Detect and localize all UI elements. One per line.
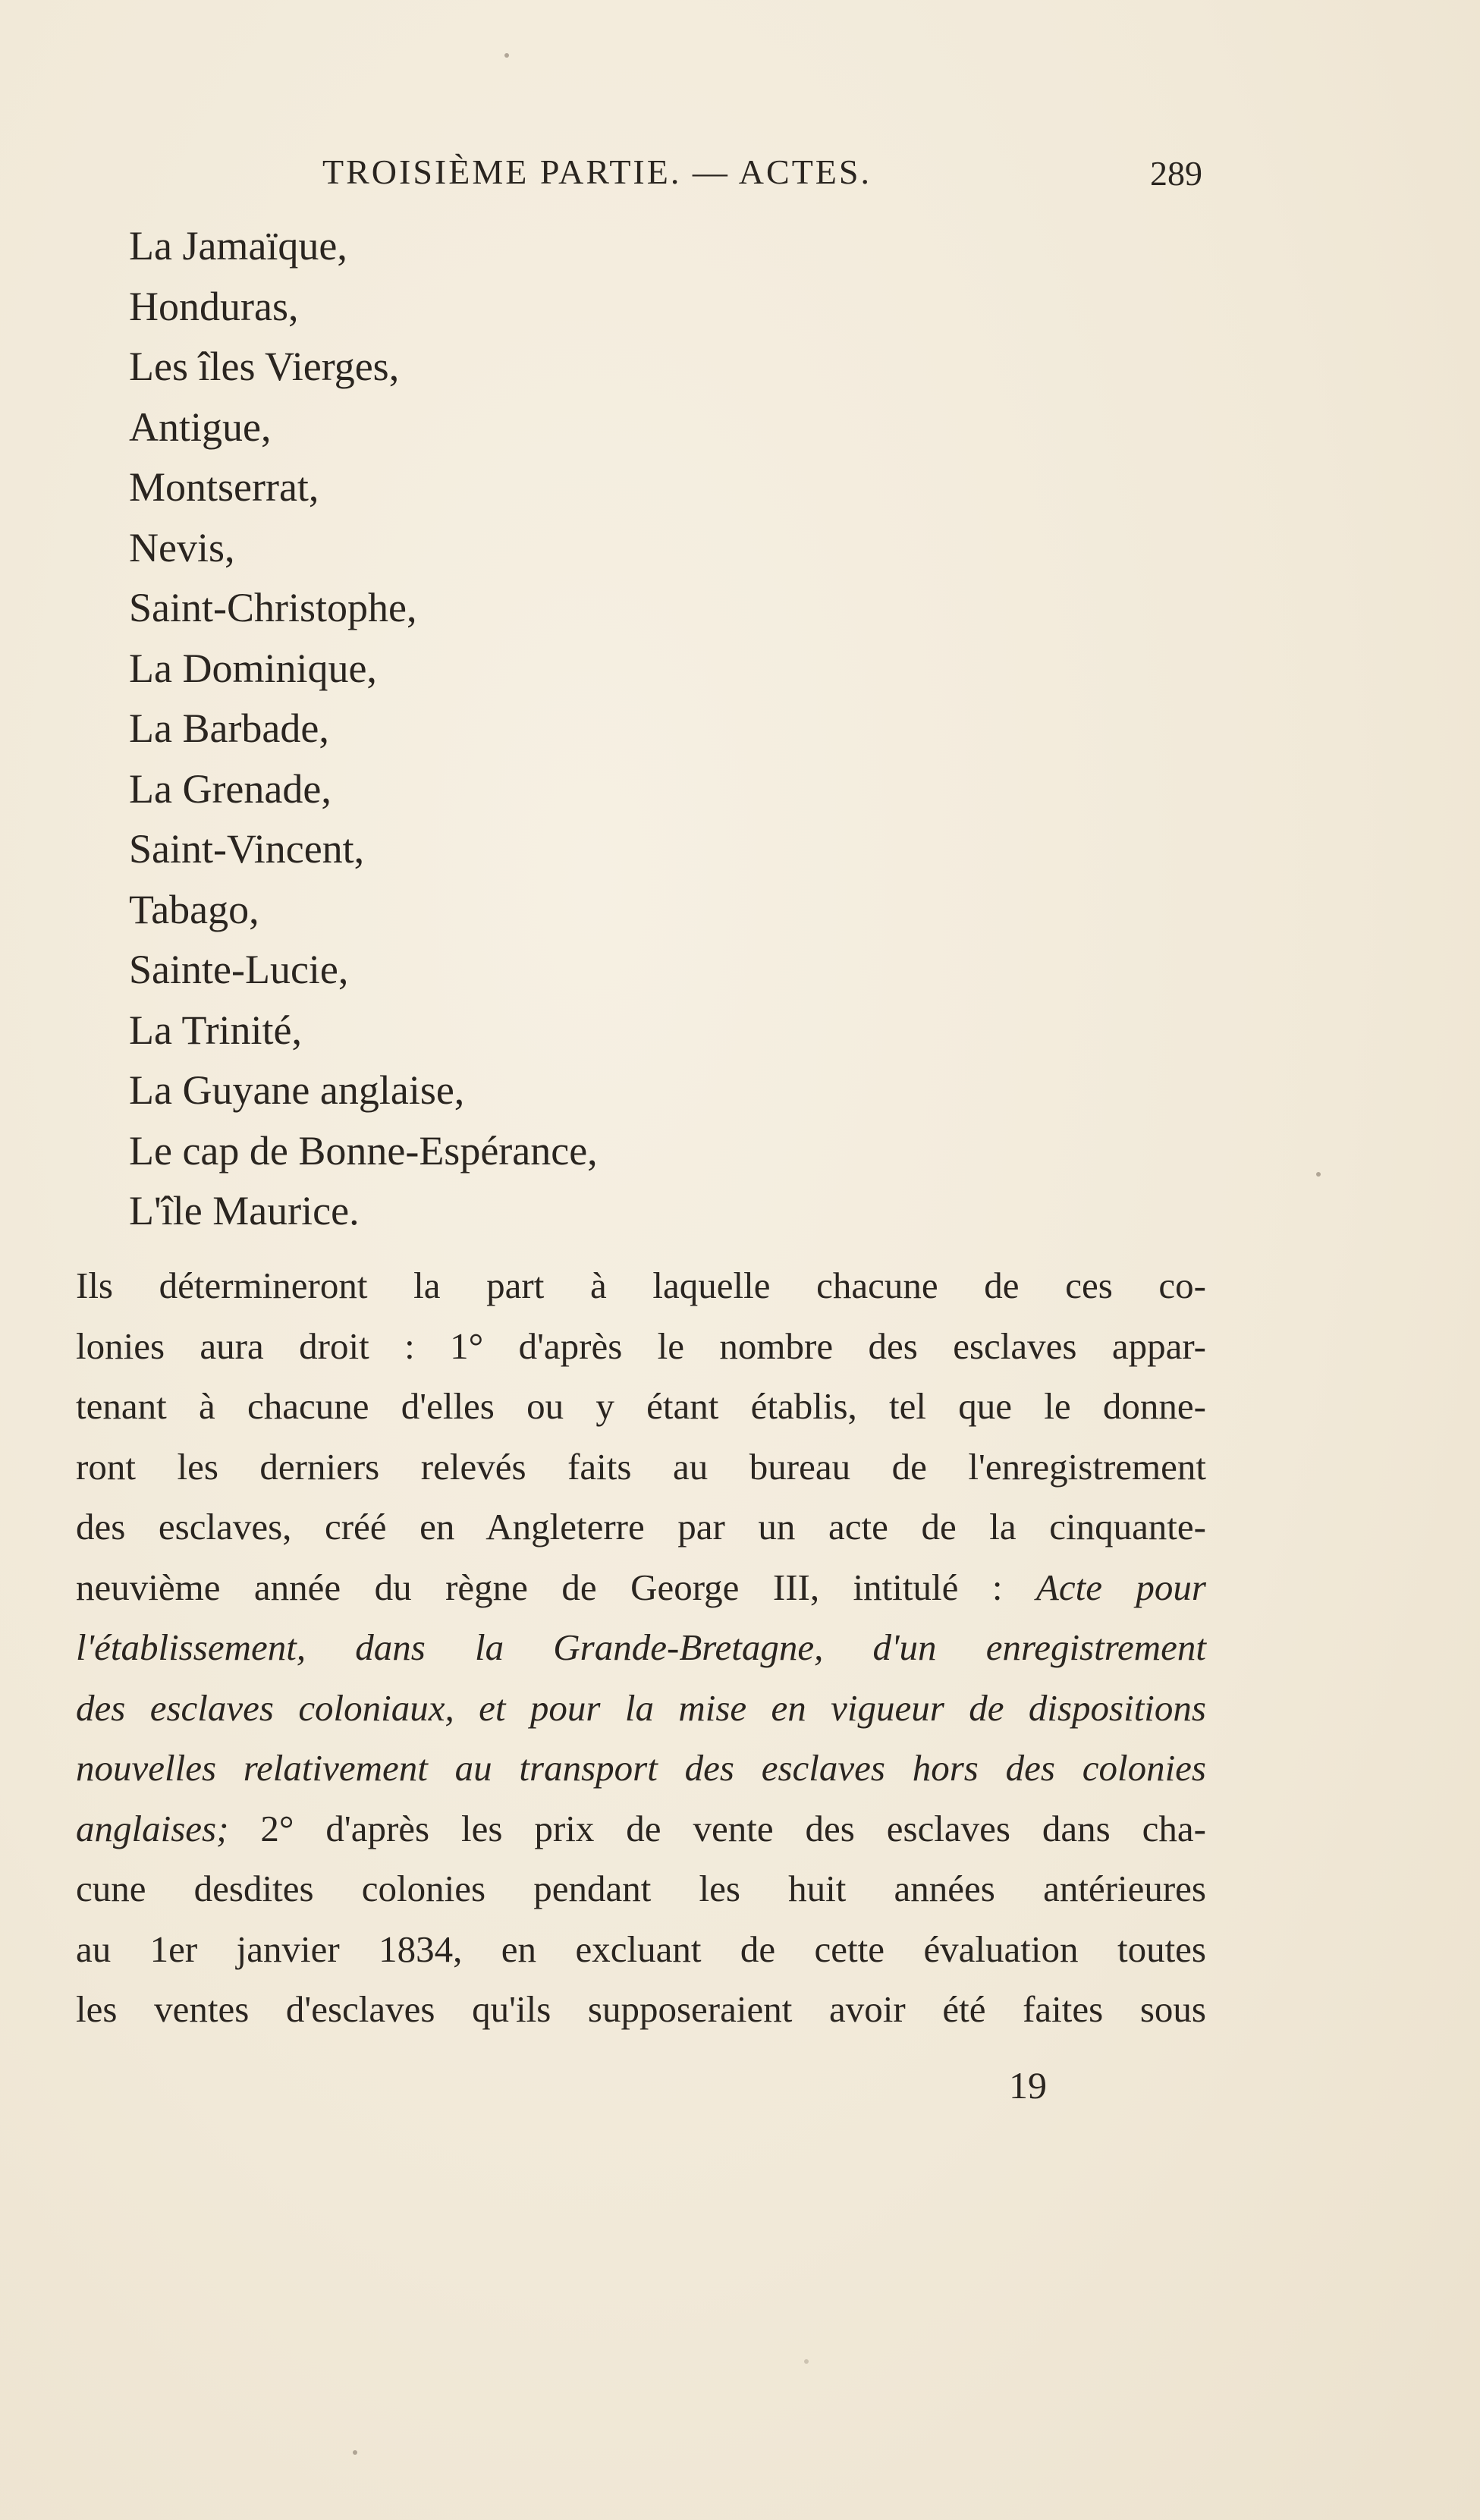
text-line: au 1er janvier 1834, en excluant de cette évaluation toutes [76, 1928, 1206, 1970]
list-item: Les îles Vierges, [129, 344, 400, 389]
text-line: les ventes d'esclaves qu'ils supposeraient avoir été faites sous [76, 1988, 1206, 2030]
list-item: La Dominique, [129, 645, 377, 691]
list-item: La Grenade, [129, 765, 332, 812]
colony-list [129, 216, 598, 1242]
paper-speck [804, 2359, 809, 2364]
list-item: Le cap de Bonne-Espérance, [129, 1127, 598, 1174]
list-item: La Jamaïque, [129, 223, 347, 269]
text-line: tenant à chacune d'elles ou y étant établis, tel que le donne- [76, 1385, 1206, 1427]
text-line [76, 1557, 1206, 1618]
paper-speck [353, 2450, 357, 2455]
list-item: La Barbade, [129, 705, 329, 751]
list-item: Nevis, [129, 524, 235, 570]
italic-title: des esclaves coloniaux, et pour la mise en vigueur de dispositions [76, 1686, 1206, 1729]
list-item: Montserrat, [129, 464, 319, 510]
paper-speck [504, 53, 509, 58]
signature-mark: 19 [1009, 2064, 1047, 2107]
italic-title: nouvelles relativement au transport des esclaves hors des colonies [76, 1747, 1206, 1789]
italic-title: Acte pour [1035, 1566, 1206, 1608]
list-item: Tabago, [129, 886, 259, 932]
list-item: L'île Maurice. [129, 1188, 360, 1233]
text-segment: 2° d'après les prix de vente des esclaves dans cha- [228, 1807, 1206, 1849]
page-number: 289 [1150, 154, 1202, 193]
text-segment: neuvième année du règne de George III, intitulé : [76, 1566, 1036, 1608]
body-paragraph [76, 1255, 1206, 2040]
italic-title: anglaises; [76, 1807, 229, 1849]
list-item: Antigue, [129, 404, 272, 450]
text-line: ront les derniers relevés faits au bureau de l'enregistrement [76, 1445, 1206, 1488]
text-line: lonies aura droit : 1° d'après le nombre des esclaves appar- [76, 1324, 1206, 1367]
list-item: La Guyane anglaise, [129, 1067, 465, 1113]
text-line: cune desdites colonies pendant les huit années antérieures [76, 1868, 1206, 1909]
list-item: Saint-Vincent, [129, 826, 365, 872]
text-line: des esclaves, créé en Angleterre par un acte de la cinquante- [76, 1506, 1206, 1548]
text-line [76, 1678, 1206, 1739]
list-item: La Trinité, [129, 1007, 303, 1053]
text-line [76, 1738, 1206, 1799]
text-line: Ils détermineront la part à laquelle chacune de ces co- [76, 1265, 1206, 1306]
text-line [76, 1617, 1206, 1678]
list-item: Sainte-Lucie, [129, 947, 349, 992]
running-title: TROISIÈME PARTIE. — ACTES. [322, 152, 872, 191]
page-header [322, 152, 1202, 205]
italic-title: l'établissement, dans la Grande-Bretagne, d'un enregistrement [76, 1626, 1206, 1668]
list-item: Honduras, [129, 283, 299, 329]
list-item: Saint-Christophe, [129, 585, 417, 630]
paper-speck [1316, 1172, 1321, 1177]
text-line [76, 1799, 1206, 1859]
